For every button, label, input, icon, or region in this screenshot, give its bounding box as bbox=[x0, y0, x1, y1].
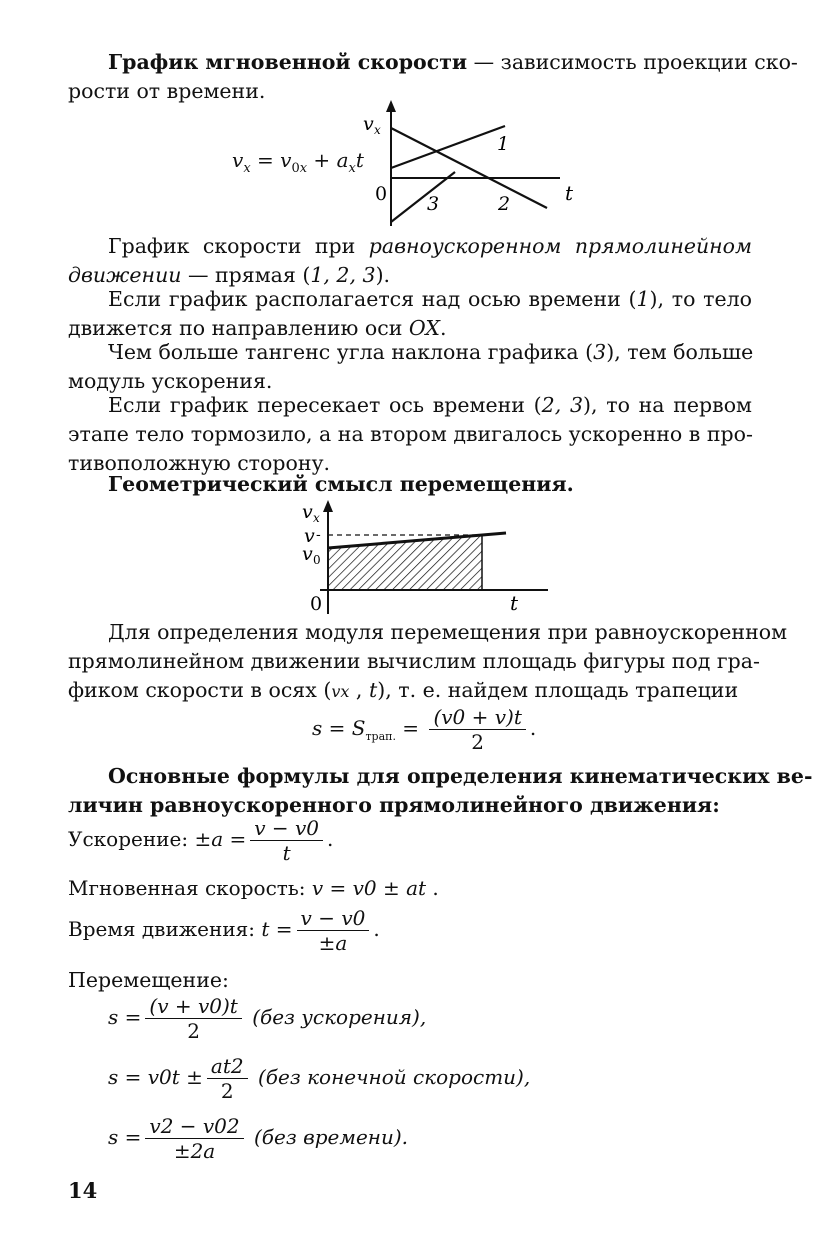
graph2-y-label: v bbox=[302, 501, 313, 523]
graph2-v-dash: - bbox=[316, 527, 321, 543]
para5-line2-text: прямолинейном движении вычислим площадь фигуры под гра- bbox=[68, 649, 760, 673]
disp2-lhs: s = v0t ± bbox=[108, 1065, 203, 1089]
graph1-origin: 0 bbox=[375, 183, 388, 205]
trap-num: (v0 + v)t bbox=[433, 705, 522, 729]
para4-line1 bbox=[108, 391, 752, 420]
para1-line1-italic: равноускоренном прямолинейном bbox=[368, 234, 752, 258]
para4-line3: тивоположную сторону. bbox=[68, 451, 331, 475]
graph1-line-1 bbox=[391, 126, 505, 168]
para5-mid: , bbox=[349, 678, 369, 702]
graph1-label-1: 1 bbox=[497, 133, 510, 155]
graph2-v0-label: v bbox=[302, 543, 313, 565]
section1-line1 bbox=[108, 48, 798, 77]
trap-eq: = bbox=[395, 716, 426, 740]
disp1-lhs: s = bbox=[108, 1005, 142, 1029]
para5-vx: vx bbox=[331, 682, 350, 701]
disp3-note: (без времени). bbox=[254, 1125, 409, 1149]
disp2-num: at2 bbox=[210, 1054, 244, 1078]
graph1-label-3: 3 bbox=[427, 193, 440, 215]
section3-line1 bbox=[108, 762, 813, 791]
acceleration-label: Ускорение: bbox=[68, 827, 195, 851]
disp3-num: v2 − v02 bbox=[149, 1114, 240, 1138]
para1-line1-text: График скорости при bbox=[108, 234, 369, 258]
para2-line1-end: ), то тело bbox=[649, 287, 752, 311]
para5-line3-end: ), т. е. найдем площадь трапеции bbox=[377, 678, 739, 702]
velocity-graph-2 bbox=[280, 498, 560, 616]
disp3-fraction bbox=[145, 1114, 243, 1163]
time-label: Время движения: bbox=[68, 917, 262, 941]
velocity-graph-1 bbox=[355, 98, 595, 230]
graph2-x-label: t bbox=[510, 591, 519, 615]
time-fraction bbox=[297, 906, 370, 955]
para1-line2-text: — прямая ( bbox=[181, 263, 311, 287]
para5-line1-text: Для определения модуля перемещения при равноускоренном bbox=[108, 620, 788, 644]
displacement-label: Перемещение: bbox=[68, 968, 229, 992]
time-den: ±a bbox=[297, 930, 370, 955]
time-num: v − v0 bbox=[300, 906, 366, 930]
graph1-y-arrow bbox=[386, 100, 396, 112]
graph1-x-label: t bbox=[565, 181, 574, 205]
trapezoid-area bbox=[328, 535, 482, 590]
graph1-line-3 bbox=[391, 172, 455, 222]
acceleration-num: v − v0 bbox=[254, 816, 320, 840]
para3-line1-num: 3 bbox=[593, 340, 607, 364]
para4-line2 bbox=[68, 420, 752, 449]
trap-end: . bbox=[529, 716, 537, 740]
para5-line1 bbox=[108, 618, 788, 647]
trap-fraction bbox=[429, 705, 525, 754]
formula-acceleration bbox=[68, 816, 333, 865]
section2-title: Геометрический смысл перемещения. bbox=[108, 472, 574, 496]
para4-line2-text: этапе тело тормозило, а на втором двигалось ускоренно в про- bbox=[68, 422, 753, 446]
para2-line2-text: движется по направлению оси bbox=[68, 316, 409, 340]
graph2-y-arrow bbox=[323, 500, 333, 512]
trap-den: 2 bbox=[429, 729, 525, 754]
para3-line1 bbox=[108, 338, 752, 367]
graph2-origin: 0 bbox=[310, 593, 323, 615]
section1-line1-text: — зависимость проекции ско- bbox=[467, 50, 798, 74]
graph2-y-label-sub: x bbox=[313, 511, 320, 525]
graph1-equation: $v_x = v_{0x} + a_xt$ bbox=[232, 148, 364, 176]
disp2-note: (без конечной скорости), bbox=[257, 1065, 531, 1089]
disp1-fraction bbox=[145, 994, 241, 1043]
para2-line1-text: Если график располагается над осью времени ( bbox=[108, 287, 637, 311]
disp3-lhs: s = bbox=[108, 1125, 142, 1149]
formula-displacement-1 bbox=[108, 994, 426, 1043]
graph1-y-label-sub: x bbox=[374, 123, 381, 137]
formula-displacement-3 bbox=[108, 1114, 408, 1163]
para5-t: t bbox=[368, 678, 378, 702]
para4-line1-text: Если график пересекает ось времени ( bbox=[108, 393, 542, 417]
disp3-den: ±2a bbox=[145, 1138, 243, 1163]
disp1-note: (без ускорения), bbox=[252, 1005, 427, 1029]
trap-sub: трап. bbox=[365, 730, 396, 743]
para2-line1-num: 1 bbox=[636, 287, 650, 311]
para5-line2 bbox=[68, 647, 760, 676]
acceleration-den: t bbox=[250, 840, 323, 865]
para1-line2-italic: движении bbox=[68, 263, 182, 287]
graph2-v0-sub: 0 bbox=[313, 553, 321, 567]
para5-line3-text: фиком скорости в осях ( bbox=[68, 678, 332, 702]
para4-line1-end: ), то на первом bbox=[583, 393, 752, 417]
para2-line1 bbox=[108, 285, 752, 314]
velocity-label: Мгновенная скорость: bbox=[68, 876, 312, 900]
page-number: 14 bbox=[68, 1178, 98, 1203]
acceleration-lhs: ±a = bbox=[194, 827, 247, 851]
formula-displacement-2 bbox=[108, 1054, 530, 1103]
section3-line2: личин равноускоренного прямолинейного движения: bbox=[68, 793, 720, 817]
para3-line1-text: Чем больше тангенс угла наклона графика ( bbox=[108, 340, 594, 364]
section1-line2: рости от времени. bbox=[68, 79, 266, 103]
velocity-end: . bbox=[426, 876, 439, 900]
disp1-num: (v + v0)t bbox=[149, 994, 238, 1018]
trapezoid-formula bbox=[312, 705, 536, 754]
disp2-fraction bbox=[207, 1054, 248, 1103]
formula-time bbox=[68, 906, 380, 955]
trap-lhs: s = S bbox=[312, 716, 366, 740]
para2-line2-end: . bbox=[439, 316, 447, 340]
section3-line1-text: Основные формулы для определения кинематических ве- bbox=[108, 764, 813, 788]
para1-line2-end: ). bbox=[375, 263, 391, 287]
para2-axis: OX bbox=[408, 316, 440, 340]
disp1-den: 2 bbox=[145, 1018, 241, 1043]
para3-line1-end: ), тем больше bbox=[606, 340, 754, 364]
para5-line3 bbox=[68, 676, 738, 706]
graph1-label-2: 2 bbox=[498, 193, 511, 215]
acceleration-fraction bbox=[250, 816, 323, 865]
formula-velocity bbox=[68, 876, 439, 900]
acceleration-end: . bbox=[327, 827, 334, 851]
graph1-y-label: v bbox=[363, 113, 374, 135]
para4-line1-nums: 2, 3 bbox=[541, 393, 583, 417]
disp2-den: 2 bbox=[207, 1078, 248, 1103]
velocity-expr: v = v0 ± at bbox=[311, 876, 427, 900]
time-end: . bbox=[373, 917, 380, 941]
time-lhs: t = bbox=[261, 917, 293, 941]
graph2-v-label: v bbox=[304, 525, 315, 547]
para3-line2: модуль ускорения. bbox=[68, 369, 273, 393]
section1-title: График мгновенной скорости bbox=[108, 50, 468, 74]
para1-line2-nums: 1, 2, 3 bbox=[310, 263, 376, 287]
para1-line1 bbox=[108, 232, 752, 261]
